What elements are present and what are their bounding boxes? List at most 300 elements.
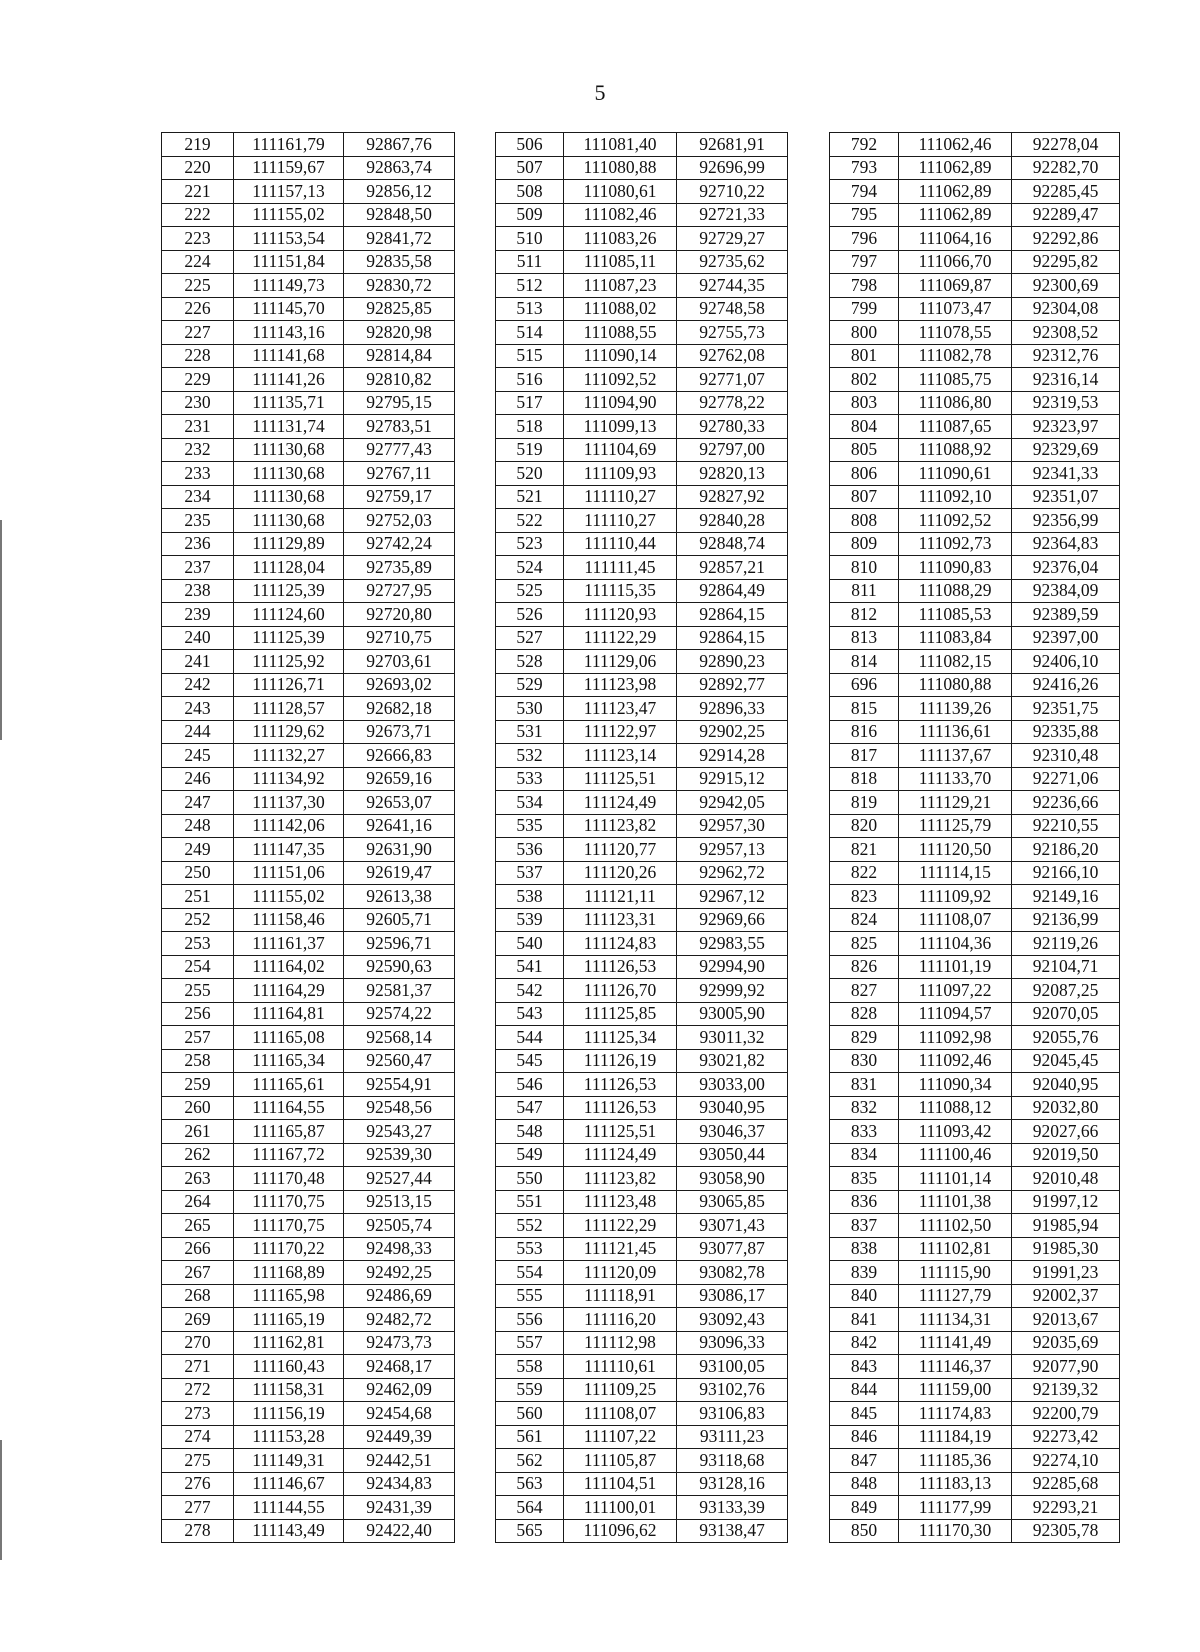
x-coordinate-cell: 111136,61 — [899, 720, 1012, 744]
column-gap — [788, 368, 830, 392]
y-coordinate-cell: 92554,91 — [344, 1073, 455, 1097]
x-coordinate-cell: 111090,14 — [564, 344, 677, 368]
y-coordinate-cell: 92759,17 — [344, 485, 455, 509]
point-number-cell: 223 — [162, 227, 234, 251]
point-number-cell: 844 — [830, 1378, 899, 1402]
point-number-cell: 829 — [830, 1026, 899, 1050]
column-gap — [455, 485, 496, 509]
table-row — [162, 1026, 1120, 1050]
point-number-cell: 543 — [496, 1002, 564, 1026]
point-number-cell: 549 — [496, 1143, 564, 1167]
x-coordinate-cell: 111087,65 — [899, 415, 1012, 439]
x-coordinate-cell: 111123,82 — [564, 1167, 677, 1191]
x-coordinate-cell: 111102,50 — [899, 1214, 1012, 1238]
point-number-cell: 520 — [496, 462, 564, 486]
column-gap — [455, 1519, 496, 1543]
y-coordinate-cell: 93077,87 — [677, 1237, 788, 1261]
y-coordinate-cell: 92605,71 — [344, 908, 455, 932]
y-coordinate-cell: 93106,83 — [677, 1402, 788, 1426]
column-gap — [788, 1472, 830, 1496]
column-gap — [455, 227, 496, 251]
table-row — [162, 1214, 1120, 1238]
y-coordinate-cell: 92035,69 — [1012, 1331, 1120, 1355]
x-coordinate-cell: 111126,53 — [564, 1073, 677, 1097]
x-coordinate-cell: 111164,29 — [234, 979, 344, 1003]
y-coordinate-cell: 92848,74 — [677, 532, 788, 556]
column-gap — [455, 391, 496, 415]
x-coordinate-cell: 111062,46 — [899, 133, 1012, 157]
x-coordinate-cell: 111170,48 — [234, 1167, 344, 1191]
point-number-cell: 513 — [496, 297, 564, 321]
column-gap — [788, 1449, 830, 1473]
y-coordinate-cell: 92957,30 — [677, 814, 788, 838]
table-row — [162, 274, 1120, 298]
point-number-cell: 560 — [496, 1402, 564, 1426]
table-row — [162, 979, 1120, 1003]
y-coordinate-cell: 91997,12 — [1012, 1190, 1120, 1214]
x-coordinate-cell: 111151,84 — [234, 250, 344, 274]
point-number-cell: 540 — [496, 932, 564, 956]
x-coordinate-cell: 111082,46 — [564, 203, 677, 227]
table-row — [162, 1331, 1120, 1355]
point-number-cell: 823 — [830, 885, 899, 909]
y-coordinate-cell: 92666,83 — [344, 744, 455, 768]
x-coordinate-cell: 111141,49 — [899, 1331, 1012, 1355]
y-coordinate-cell: 93133,39 — [677, 1496, 788, 1520]
y-coordinate-cell: 92957,13 — [677, 838, 788, 862]
point-number-cell: 229 — [162, 368, 234, 392]
x-coordinate-cell: 111120,50 — [899, 838, 1012, 862]
column-gap — [455, 1425, 496, 1449]
point-number-cell: 563 — [496, 1472, 564, 1496]
point-number-cell: 273 — [162, 1402, 234, 1426]
y-coordinate-cell: 92825,85 — [344, 297, 455, 321]
x-coordinate-cell: 111120,93 — [564, 603, 677, 627]
y-coordinate-cell: 93046,37 — [677, 1120, 788, 1144]
point-number-cell: 227 — [162, 321, 234, 345]
x-coordinate-cell: 111132,27 — [234, 744, 344, 768]
point-number-cell: 808 — [830, 509, 899, 533]
x-coordinate-cell: 111170,75 — [234, 1190, 344, 1214]
x-coordinate-cell: 111134,92 — [234, 767, 344, 791]
y-coordinate-cell: 92462,09 — [344, 1378, 455, 1402]
point-number-cell: 696 — [830, 673, 899, 697]
column-gap — [788, 1026, 830, 1050]
y-coordinate-cell: 93058,90 — [677, 1167, 788, 1191]
column-gap — [788, 1096, 830, 1120]
x-coordinate-cell: 111123,98 — [564, 673, 677, 697]
point-number-cell: 259 — [162, 1073, 234, 1097]
point-number-cell: 804 — [830, 415, 899, 439]
point-number-cell: 828 — [830, 1002, 899, 1026]
column-gap — [455, 1143, 496, 1167]
column-gap — [455, 673, 496, 697]
x-coordinate-cell: 111129,21 — [899, 791, 1012, 815]
point-number-cell: 547 — [496, 1096, 564, 1120]
table-row — [162, 1519, 1120, 1543]
y-coordinate-cell: 92539,30 — [344, 1143, 455, 1167]
point-number-cell: 527 — [496, 626, 564, 650]
x-coordinate-cell: 111135,71 — [234, 391, 344, 415]
y-coordinate-cell: 93138,47 — [677, 1519, 788, 1543]
point-number-cell: 814 — [830, 650, 899, 674]
x-coordinate-cell: 111101,14 — [899, 1167, 1012, 1191]
column-gap — [788, 814, 830, 838]
point-number-cell: 245 — [162, 744, 234, 768]
point-number-cell: 514 — [496, 321, 564, 345]
point-number-cell: 838 — [830, 1237, 899, 1261]
x-coordinate-cell: 111104,69 — [564, 438, 677, 462]
column-gap — [788, 1308, 830, 1332]
column-gap — [455, 814, 496, 838]
x-coordinate-cell: 111157,13 — [234, 180, 344, 204]
table-row — [162, 1402, 1120, 1426]
point-number-cell: 263 — [162, 1167, 234, 1191]
column-gap — [455, 720, 496, 744]
point-number-cell: 833 — [830, 1120, 899, 1144]
y-coordinate-cell: 92289,47 — [1012, 203, 1120, 227]
y-coordinate-cell: 93033,00 — [677, 1073, 788, 1097]
column-gap — [788, 1120, 830, 1144]
x-coordinate-cell: 111165,61 — [234, 1073, 344, 1097]
x-coordinate-cell: 111174,83 — [899, 1402, 1012, 1426]
point-number-cell: 797 — [830, 250, 899, 274]
point-number-cell: 834 — [830, 1143, 899, 1167]
y-coordinate-cell: 92864,15 — [677, 626, 788, 650]
y-coordinate-cell: 92596,71 — [344, 932, 455, 956]
x-coordinate-cell: 111155,02 — [234, 203, 344, 227]
x-coordinate-cell: 111126,53 — [564, 955, 677, 979]
x-coordinate-cell: 111073,47 — [899, 297, 1012, 321]
y-coordinate-cell: 92498,33 — [344, 1237, 455, 1261]
column-gap — [455, 344, 496, 368]
column-gap — [788, 1425, 830, 1449]
point-number-cell: 230 — [162, 391, 234, 415]
x-coordinate-cell: 111121,11 — [564, 885, 677, 909]
point-number-cell: 534 — [496, 791, 564, 815]
y-coordinate-cell: 92271,06 — [1012, 767, 1120, 791]
y-coordinate-cell: 92581,37 — [344, 979, 455, 1003]
x-coordinate-cell: 111164,55 — [234, 1096, 344, 1120]
point-number-cell: 268 — [162, 1284, 234, 1308]
table-row — [162, 1496, 1120, 1520]
y-coordinate-cell: 92681,91 — [677, 133, 788, 157]
column-gap — [455, 791, 496, 815]
table-row — [162, 767, 1120, 791]
table-row — [162, 1449, 1120, 1473]
point-number-cell: 521 — [496, 485, 564, 509]
column-gap — [788, 744, 830, 768]
x-coordinate-cell: 111158,31 — [234, 1378, 344, 1402]
x-coordinate-cell: 111126,70 — [564, 979, 677, 1003]
point-number-cell: 272 — [162, 1378, 234, 1402]
x-coordinate-cell: 111128,04 — [234, 556, 344, 580]
x-coordinate-cell: 111108,07 — [564, 1402, 677, 1426]
y-coordinate-cell: 92771,07 — [677, 368, 788, 392]
column-gap — [788, 180, 830, 204]
x-coordinate-cell: 111165,87 — [234, 1120, 344, 1144]
point-number-cell: 817 — [830, 744, 899, 768]
y-coordinate-cell: 92406,10 — [1012, 650, 1120, 674]
point-number-cell: 511 — [496, 250, 564, 274]
column-gap — [455, 767, 496, 791]
table-row — [162, 791, 1120, 815]
y-coordinate-cell: 93040,95 — [677, 1096, 788, 1120]
y-coordinate-cell: 92431,39 — [344, 1496, 455, 1520]
column-gap — [788, 274, 830, 298]
x-coordinate-cell: 111108,07 — [899, 908, 1012, 932]
x-coordinate-cell: 111125,79 — [899, 814, 1012, 838]
y-coordinate-cell: 92735,62 — [677, 250, 788, 274]
x-coordinate-cell: 111130,68 — [234, 462, 344, 486]
y-coordinate-cell: 92710,75 — [344, 626, 455, 650]
y-coordinate-cell: 92693,02 — [344, 673, 455, 697]
point-number-cell: 519 — [496, 438, 564, 462]
y-coordinate-cell: 92857,21 — [677, 556, 788, 580]
point-number-cell: 254 — [162, 955, 234, 979]
point-number-cell: 845 — [830, 1402, 899, 1426]
column-gap — [788, 1190, 830, 1214]
x-coordinate-cell: 111129,89 — [234, 532, 344, 556]
point-number-cell: 221 — [162, 180, 234, 204]
point-number-cell: 517 — [496, 391, 564, 415]
point-number-cell: 507 — [496, 156, 564, 180]
x-coordinate-cell: 111130,68 — [234, 438, 344, 462]
y-coordinate-cell: 92032,80 — [1012, 1096, 1120, 1120]
y-coordinate-cell: 92967,12 — [677, 885, 788, 909]
point-number-cell: 509 — [496, 203, 564, 227]
y-coordinate-cell: 92308,52 — [1012, 321, 1120, 345]
point-number-cell: 848 — [830, 1472, 899, 1496]
point-number-cell: 270 — [162, 1331, 234, 1355]
y-coordinate-cell: 92574,22 — [344, 1002, 455, 1026]
x-coordinate-cell: 111090,61 — [899, 462, 1012, 486]
point-number-cell: 244 — [162, 720, 234, 744]
point-number-cell: 506 — [496, 133, 564, 157]
point-number-cell: 508 — [496, 180, 564, 204]
point-number-cell: 233 — [162, 462, 234, 486]
y-coordinate-cell: 92710,22 — [677, 180, 788, 204]
y-coordinate-cell: 92422,40 — [344, 1519, 455, 1543]
point-number-cell: 552 — [496, 1214, 564, 1238]
table-row — [162, 532, 1120, 556]
column-gap — [455, 861, 496, 885]
column-gap — [788, 321, 830, 345]
column-gap — [455, 1026, 496, 1050]
y-coordinate-cell: 92820,98 — [344, 321, 455, 345]
scan-edge-mark — [0, 520, 2, 740]
y-coordinate-cell: 92335,88 — [1012, 720, 1120, 744]
point-number-cell: 793 — [830, 156, 899, 180]
column-gap — [788, 932, 830, 956]
point-number-cell: 224 — [162, 250, 234, 274]
x-coordinate-cell: 111155,02 — [234, 885, 344, 909]
point-number-cell: 813 — [830, 626, 899, 650]
point-number-cell: 536 — [496, 838, 564, 862]
point-number-cell: 810 — [830, 556, 899, 580]
y-coordinate-cell: 92416,26 — [1012, 673, 1120, 697]
x-coordinate-cell: 111125,39 — [234, 579, 344, 603]
column-gap — [788, 485, 830, 509]
x-coordinate-cell: 111134,31 — [899, 1308, 1012, 1332]
y-coordinate-cell: 92659,16 — [344, 767, 455, 791]
y-coordinate-cell: 92492,25 — [344, 1261, 455, 1285]
y-coordinate-cell: 92969,66 — [677, 908, 788, 932]
x-coordinate-cell: 111101,38 — [899, 1190, 1012, 1214]
point-number-cell: 542 — [496, 979, 564, 1003]
y-coordinate-cell: 92454,68 — [344, 1402, 455, 1426]
x-coordinate-cell: 111109,93 — [564, 462, 677, 486]
point-number-cell: 832 — [830, 1096, 899, 1120]
y-coordinate-cell: 92767,11 — [344, 462, 455, 486]
point-number-cell: 278 — [162, 1519, 234, 1543]
point-number-cell: 558 — [496, 1355, 564, 1379]
point-number-cell: 248 — [162, 814, 234, 838]
x-coordinate-cell: 111110,61 — [564, 1355, 677, 1379]
y-coordinate-cell: 93071,43 — [677, 1214, 788, 1238]
y-coordinate-cell: 93092,43 — [677, 1308, 788, 1332]
page-number: 5 — [594, 80, 606, 105]
point-number-cell: 557 — [496, 1331, 564, 1355]
column-gap — [788, 344, 830, 368]
x-coordinate-cell: 111088,55 — [564, 321, 677, 345]
table-row — [162, 1425, 1120, 1449]
column-gap — [455, 297, 496, 321]
y-coordinate-cell: 92166,10 — [1012, 861, 1120, 885]
y-coordinate-cell: 93096,33 — [677, 1331, 788, 1355]
y-coordinate-cell: 92841,72 — [344, 227, 455, 251]
y-coordinate-cell: 92613,38 — [344, 885, 455, 909]
x-coordinate-cell: 111151,06 — [234, 861, 344, 885]
table-row — [162, 1190, 1120, 1214]
point-number-cell: 806 — [830, 462, 899, 486]
point-number-cell: 251 — [162, 885, 234, 909]
y-coordinate-cell: 92200,79 — [1012, 1402, 1120, 1426]
y-coordinate-cell: 92295,82 — [1012, 250, 1120, 274]
point-number-cell: 799 — [830, 297, 899, 321]
point-number-cell: 849 — [830, 1496, 899, 1520]
point-number-cell: 264 — [162, 1190, 234, 1214]
x-coordinate-cell: 111080,61 — [564, 180, 677, 204]
table-row — [162, 1284, 1120, 1308]
y-coordinate-cell: 92915,12 — [677, 767, 788, 791]
y-coordinate-cell: 92729,27 — [677, 227, 788, 251]
y-coordinate-cell: 92780,33 — [677, 415, 788, 439]
column-gap — [788, 250, 830, 274]
y-coordinate-cell: 92863,74 — [344, 156, 455, 180]
x-coordinate-cell: 111080,88 — [899, 673, 1012, 697]
point-number-cell: 222 — [162, 203, 234, 227]
column-gap — [788, 1496, 830, 1520]
column-gap — [788, 626, 830, 650]
point-number-cell: 240 — [162, 626, 234, 650]
column-gap — [455, 1237, 496, 1261]
x-coordinate-cell: 111115,90 — [899, 1261, 1012, 1285]
x-coordinate-cell: 111111,45 — [564, 556, 677, 580]
point-number-cell: 539 — [496, 908, 564, 932]
x-coordinate-cell: 111137,67 — [899, 744, 1012, 768]
point-number-cell: 827 — [830, 979, 899, 1003]
point-number-cell: 247 — [162, 791, 234, 815]
x-coordinate-cell: 111092,52 — [564, 368, 677, 392]
point-number-cell: 241 — [162, 650, 234, 674]
x-coordinate-cell: 111069,87 — [899, 274, 1012, 298]
column-gap — [455, 415, 496, 439]
point-number-cell: 836 — [830, 1190, 899, 1214]
column-gap — [455, 1308, 496, 1332]
y-coordinate-cell: 92376,04 — [1012, 556, 1120, 580]
point-number-cell: 825 — [830, 932, 899, 956]
y-coordinate-cell: 92351,75 — [1012, 697, 1120, 721]
x-coordinate-cell: 111144,55 — [234, 1496, 344, 1520]
y-coordinate-cell: 92285,68 — [1012, 1472, 1120, 1496]
x-coordinate-cell: 111143,16 — [234, 321, 344, 345]
x-coordinate-cell: 111159,00 — [899, 1378, 1012, 1402]
point-number-cell: 537 — [496, 861, 564, 885]
y-coordinate-cell: 92840,28 — [677, 509, 788, 533]
y-coordinate-cell: 92631,90 — [344, 838, 455, 862]
table-row — [162, 1120, 1120, 1144]
column-gap — [788, 1167, 830, 1191]
y-coordinate-cell: 92316,14 — [1012, 368, 1120, 392]
point-number-cell: 841 — [830, 1308, 899, 1332]
table-row — [162, 1167, 1120, 1191]
x-coordinate-cell: 111092,98 — [899, 1026, 1012, 1050]
column-gap — [455, 1214, 496, 1238]
table-row — [162, 321, 1120, 345]
y-coordinate-cell: 92236,66 — [1012, 791, 1120, 815]
column-gap — [788, 579, 830, 603]
x-coordinate-cell: 111066,70 — [899, 250, 1012, 274]
column-gap — [455, 955, 496, 979]
point-number-cell: 830 — [830, 1049, 899, 1073]
y-coordinate-cell: 92896,33 — [677, 697, 788, 721]
x-coordinate-cell: 111062,89 — [899, 180, 1012, 204]
y-coordinate-cell: 92210,55 — [1012, 814, 1120, 838]
point-number-cell: 220 — [162, 156, 234, 180]
x-coordinate-cell: 111088,92 — [899, 438, 1012, 462]
column-gap — [455, 203, 496, 227]
x-coordinate-cell: 111120,09 — [564, 1261, 677, 1285]
x-coordinate-cell: 111102,81 — [899, 1237, 1012, 1261]
point-number-cell: 535 — [496, 814, 564, 838]
table-row — [162, 744, 1120, 768]
point-number-cell: 553 — [496, 1237, 564, 1261]
point-number-cell: 818 — [830, 767, 899, 791]
x-coordinate-cell: 111124,83 — [564, 932, 677, 956]
point-number-cell: 815 — [830, 697, 899, 721]
x-coordinate-cell: 111123,48 — [564, 1190, 677, 1214]
point-number-cell: 805 — [830, 438, 899, 462]
y-coordinate-cell: 92590,63 — [344, 955, 455, 979]
point-number-cell: 525 — [496, 579, 564, 603]
column-gap — [788, 391, 830, 415]
point-number-cell: 819 — [830, 791, 899, 815]
y-coordinate-cell: 92077,90 — [1012, 1355, 1120, 1379]
y-coordinate-cell: 92543,27 — [344, 1120, 455, 1144]
x-coordinate-cell: 111168,89 — [234, 1261, 344, 1285]
x-coordinate-cell: 111177,99 — [899, 1496, 1012, 1520]
column-gap — [455, 133, 496, 157]
x-coordinate-cell: 111146,37 — [899, 1355, 1012, 1379]
point-number-cell: 261 — [162, 1120, 234, 1144]
x-coordinate-cell: 111147,35 — [234, 838, 344, 862]
y-coordinate-cell: 92002,37 — [1012, 1284, 1120, 1308]
y-coordinate-cell: 91985,94 — [1012, 1214, 1120, 1238]
column-gap — [455, 462, 496, 486]
y-coordinate-cell: 92673,71 — [344, 720, 455, 744]
point-number-cell: 249 — [162, 838, 234, 862]
